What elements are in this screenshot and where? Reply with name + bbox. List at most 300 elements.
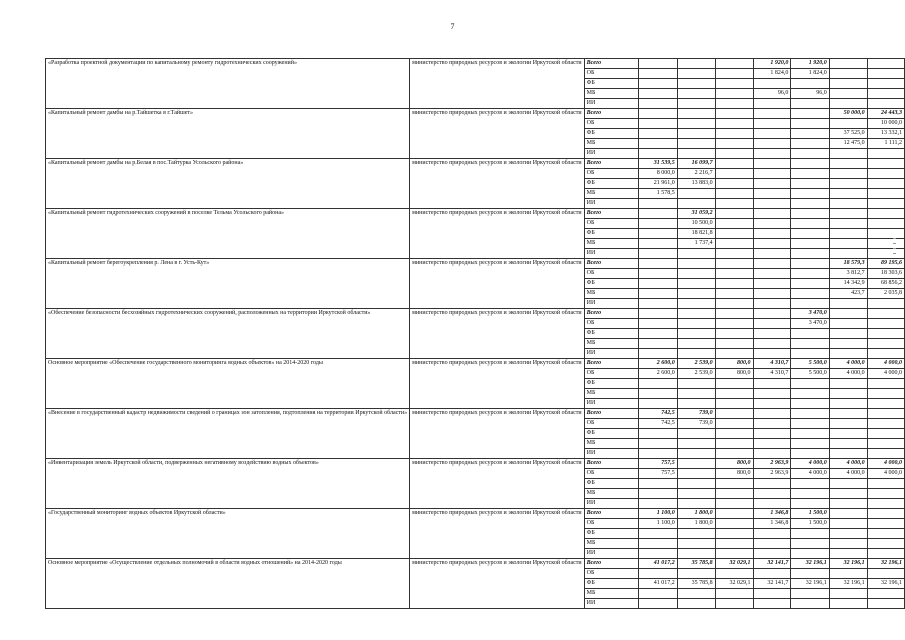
amount-cell: 18 303,6	[867, 269, 904, 279]
amount-cell	[677, 329, 715, 339]
amount-cell: 68 856,2	[867, 279, 904, 289]
amount-cell: 4 000,0	[867, 459, 904, 469]
amount-cell	[829, 219, 867, 229]
table-row	[46, 259, 905, 269]
funding-source: ИИ	[584, 199, 639, 209]
funding-source: Всего	[584, 559, 639, 569]
amount-cell	[677, 479, 715, 489]
amount-cell	[753, 319, 791, 329]
funding-source: ИИ	[584, 99, 639, 109]
amount-cell	[715, 299, 753, 309]
amount-cell: 1 100,0	[639, 509, 677, 519]
amount-cell	[639, 269, 677, 279]
activity-name: «Инвентаризация земель Иркутской области, подверженных негативному воздействию водных объектов»	[46, 459, 410, 509]
amount-cell	[867, 539, 904, 549]
amount-cell	[791, 419, 829, 429]
amount-cell: 10 500,0	[677, 219, 715, 229]
amount-cell	[867, 199, 904, 209]
amount-cell	[829, 539, 867, 549]
amount-cell	[829, 169, 867, 179]
amount-cell	[639, 209, 677, 219]
amount-cell	[829, 529, 867, 539]
funding-source: МБ	[584, 139, 639, 149]
funding-source: ИИ	[584, 249, 639, 259]
amount-cell: 1 824,0	[753, 69, 791, 79]
amount-cell	[867, 69, 904, 79]
amount-cell	[753, 529, 791, 539]
amount-cell	[677, 69, 715, 79]
amount-cell	[677, 259, 715, 269]
activity-name: «Капитальный ремонт дамбы на р.Тайшетка в г.Тайшет»	[46, 109, 410, 159]
amount-cell	[753, 539, 791, 549]
amount-cell	[639, 399, 677, 409]
amount-cell	[753, 279, 791, 289]
amount-cell	[867, 229, 904, 239]
amount-cell	[677, 499, 715, 509]
amount-cell	[867, 239, 904, 249]
amount-cell	[867, 299, 904, 309]
amount-cell	[639, 89, 677, 99]
amount-cell	[829, 79, 867, 89]
funding-source: Всего	[584, 159, 639, 169]
amount-cell	[829, 119, 867, 129]
amount-cell	[867, 349, 904, 359]
amount-cell	[867, 79, 904, 89]
funding-source: ФБ	[584, 529, 639, 539]
amount-cell	[867, 149, 904, 159]
amount-cell	[867, 549, 904, 559]
amount-cell	[829, 89, 867, 99]
responsible-executor: министерство природных ресурсов и экологии Иркутской области	[410, 109, 585, 159]
amount-cell	[753, 289, 791, 299]
amount-cell	[677, 59, 715, 69]
amount-cell	[753, 129, 791, 139]
amount-cell	[677, 109, 715, 119]
funding-source: ФБ	[584, 479, 639, 489]
amount-cell: 16 099,7	[677, 159, 715, 169]
amount-cell	[715, 499, 753, 509]
funding-source: ИИ	[584, 599, 639, 609]
amount-cell	[753, 409, 791, 419]
activity-name: Основное мероприятие «Осуществление отдельных полномочий в области водных отношений» на 2014-2020 годы	[46, 559, 410, 609]
funding-source: Всего	[584, 259, 639, 269]
amount-cell	[715, 279, 753, 289]
amount-cell: 2 216,7	[677, 169, 715, 179]
amount-cell	[639, 569, 677, 579]
table-row	[46, 109, 905, 119]
amount-cell	[829, 229, 867, 239]
amount-cell	[791, 279, 829, 289]
amount-cell	[677, 129, 715, 139]
table-row	[46, 59, 905, 69]
amount-cell	[829, 179, 867, 189]
amount-cell: 1 737,4	[677, 239, 715, 249]
amount-cell	[753, 149, 791, 159]
amount-cell: 89 195,6	[867, 259, 904, 269]
amount-cell	[867, 419, 904, 429]
amount-cell	[829, 149, 867, 159]
amount-cell: 1 800,0	[677, 519, 715, 529]
amount-cell: 4 000,0	[867, 469, 904, 479]
amount-cell	[791, 499, 829, 509]
amount-cell	[867, 479, 904, 489]
amount-cell	[867, 439, 904, 449]
amount-cell: 4 310,7	[753, 359, 791, 369]
activity-name: «Внесение в государственный кадастр недвижимости сведений о границах зон затопления, подтопления на территории Иркутской области»	[46, 409, 410, 459]
amount-cell	[639, 239, 677, 249]
amount-cell: 50 000,0	[829, 109, 867, 119]
amount-cell	[753, 429, 791, 439]
funding-source: ОБ	[584, 169, 639, 179]
amount-cell	[715, 119, 753, 129]
amount-cell	[715, 569, 753, 579]
funding-source: МБ	[584, 439, 639, 449]
table-row	[46, 409, 905, 419]
amount-cell	[791, 569, 829, 579]
amount-cell: 1 824,0	[791, 69, 829, 79]
activity-name: «Капитальный ремонт дамбы на р.Белая в пос.Тайтурка Усольского района»	[46, 159, 410, 209]
amount-cell	[715, 419, 753, 429]
amount-cell	[753, 219, 791, 229]
amount-cell	[753, 439, 791, 449]
funding-source: МБ	[584, 189, 639, 199]
amount-cell	[715, 409, 753, 419]
amount-cell	[829, 509, 867, 519]
amount-cell	[791, 299, 829, 309]
amount-cell	[791, 129, 829, 139]
amount-cell	[829, 479, 867, 489]
amount-cell	[677, 199, 715, 209]
amount-cell	[867, 409, 904, 419]
amount-cell	[753, 569, 791, 579]
amount-cell	[639, 529, 677, 539]
amount-cell	[753, 259, 791, 269]
amount-cell	[753, 239, 791, 249]
amount-cell	[677, 389, 715, 399]
amount-cell	[715, 239, 753, 249]
amount-cell	[829, 549, 867, 559]
amount-cell: 1 500,0	[791, 509, 829, 519]
amount-cell	[791, 99, 829, 109]
amount-cell	[677, 279, 715, 289]
amount-cell	[677, 79, 715, 89]
amount-cell	[639, 149, 677, 159]
amount-cell: 2 963,9	[753, 459, 791, 469]
amount-cell	[753, 589, 791, 599]
amount-cell	[639, 429, 677, 439]
amount-cell	[829, 409, 867, 419]
amount-cell	[715, 79, 753, 89]
funding-source: ФБ	[584, 579, 639, 589]
amount-cell	[753, 489, 791, 499]
amount-cell	[715, 379, 753, 389]
amount-cell	[639, 79, 677, 89]
amount-cell: 31 539,5	[639, 159, 677, 169]
amount-cell: 739,0	[677, 419, 715, 429]
amount-cell	[639, 379, 677, 389]
amount-cell: 18 821,8	[677, 229, 715, 239]
amount-cell	[753, 189, 791, 199]
funding-source: Всего	[584, 359, 639, 369]
amount-cell: 18 579,3	[829, 259, 867, 269]
amount-cell	[677, 99, 715, 109]
amount-cell	[791, 379, 829, 389]
table-row	[46, 159, 905, 169]
activity-name: Основное мероприятие «Обеспечение государственного мониторинга водных объектов» на 2014-2020 годы	[46, 359, 410, 409]
amount-cell	[867, 379, 904, 389]
funding-source: ФБ	[584, 429, 639, 439]
amount-cell	[677, 89, 715, 99]
amount-cell	[677, 399, 715, 409]
amount-cell: 14 342,9	[829, 279, 867, 289]
amount-cell	[829, 569, 867, 579]
amount-cell: 4 000,0	[867, 369, 904, 379]
amount-cell: 5 500,0	[791, 359, 829, 369]
amount-cell	[791, 539, 829, 549]
funding-source: Всего	[584, 59, 639, 69]
amount-cell	[867, 509, 904, 519]
funding-source: ОБ	[584, 469, 639, 479]
amount-cell: 35 785,8	[677, 579, 715, 589]
amount-cell	[639, 129, 677, 139]
amount-cell	[677, 249, 715, 259]
amount-cell	[715, 209, 753, 219]
amount-cell	[715, 479, 753, 489]
amount-cell: 13 332,1	[867, 129, 904, 139]
amount-cell	[829, 59, 867, 69]
amount-cell	[753, 79, 791, 89]
table-row	[46, 309, 905, 319]
amount-cell	[753, 139, 791, 149]
amount-cell: 2 963,9	[753, 469, 791, 479]
amount-cell	[867, 169, 904, 179]
amount-cell	[867, 519, 904, 529]
amount-cell: 41 017,2	[639, 579, 677, 589]
amount-cell	[829, 319, 867, 329]
funding-source: ФБ	[584, 79, 639, 89]
amount-cell	[715, 349, 753, 359]
amount-cell	[677, 349, 715, 359]
amount-cell: 757,5	[639, 469, 677, 479]
amount-cell	[829, 209, 867, 219]
amount-cell: 1 578,5	[639, 189, 677, 199]
amount-cell	[867, 89, 904, 99]
activity-name: «Обеспечение безопасности бесхозяйных гидротехнических сооружений, расположенных на территории Иркутской области»	[46, 309, 410, 359]
funding-source: ОБ	[584, 119, 639, 129]
amount-cell	[791, 199, 829, 209]
amount-cell	[791, 109, 829, 119]
amount-cell: 1 111,2	[867, 139, 904, 149]
amount-cell	[753, 99, 791, 109]
amount-cell	[791, 139, 829, 149]
amount-cell	[829, 449, 867, 459]
amount-cell: 12 475,0	[829, 139, 867, 149]
funding-source: ИИ	[584, 349, 639, 359]
responsible-executor: министерство природных ресурсов и экологии Иркутской области	[410, 259, 585, 309]
amount-cell	[867, 99, 904, 109]
amount-cell	[829, 589, 867, 599]
amount-cell	[867, 319, 904, 329]
amount-cell	[715, 529, 753, 539]
amount-cell	[867, 389, 904, 399]
amount-cell	[715, 269, 753, 279]
amount-cell	[753, 249, 791, 259]
amount-cell: 31 059,2	[677, 209, 715, 219]
amount-cell	[829, 159, 867, 169]
amount-cell	[791, 349, 829, 359]
amount-cell: 32 029,1	[715, 579, 753, 589]
funding-source: ИИ	[584, 399, 639, 409]
amount-cell	[753, 119, 791, 129]
amount-cell	[677, 379, 715, 389]
amount-cell	[715, 259, 753, 269]
amount-cell	[639, 439, 677, 449]
amount-cell	[791, 479, 829, 489]
amount-cell	[829, 299, 867, 309]
amount-cell	[715, 139, 753, 149]
amount-cell: 1 346,8	[753, 519, 791, 529]
amount-cell	[639, 249, 677, 259]
amount-cell	[753, 379, 791, 389]
funding-source: ОБ	[584, 219, 639, 229]
amount-cell	[677, 289, 715, 299]
funding-source: ИИ	[584, 549, 639, 559]
amount-cell	[639, 449, 677, 459]
table-row	[46, 359, 905, 369]
funding-source: ФБ	[584, 179, 639, 189]
amount-cell	[753, 329, 791, 339]
funding-source: Всего	[584, 509, 639, 519]
amount-cell	[829, 199, 867, 209]
funding-source: МБ	[584, 289, 639, 299]
responsible-executor: министерство природных ресурсов и экологии Иркутской области	[410, 559, 585, 609]
amount-cell	[677, 269, 715, 279]
amount-cell: 96,0	[791, 89, 829, 99]
funding-source: ФБ	[584, 279, 639, 289]
amount-cell	[715, 439, 753, 449]
funding-source: Всего	[584, 459, 639, 469]
table-row	[46, 459, 905, 469]
amount-cell	[639, 349, 677, 359]
amount-cell: 4 000,0	[867, 359, 904, 369]
amount-cell	[677, 469, 715, 479]
amount-cell	[753, 339, 791, 349]
funding-source: ОБ	[584, 519, 639, 529]
amount-cell: 3 812,7	[829, 269, 867, 279]
amount-cell	[715, 129, 753, 139]
amount-cell	[639, 59, 677, 69]
amount-cell	[715, 389, 753, 399]
activity-name: «Капитальный ремонт берегоукрепления р. Лена в г. Усть-Кут»	[46, 259, 410, 309]
amount-cell	[829, 599, 867, 609]
amount-cell	[677, 449, 715, 459]
amount-cell	[753, 169, 791, 179]
amount-cell	[639, 479, 677, 489]
amount-cell	[677, 439, 715, 449]
amount-cell	[715, 159, 753, 169]
budget-table	[45, 58, 905, 609]
amount-cell	[715, 429, 753, 439]
amount-cell	[715, 289, 753, 299]
amount-cell	[829, 239, 867, 249]
responsible-executor: министерство природных ресурсов и экологии Иркутской области	[410, 59, 585, 109]
amount-cell: 4 000,0	[829, 359, 867, 369]
amount-cell: 800,0	[715, 369, 753, 379]
amount-cell	[677, 549, 715, 559]
amount-cell	[715, 89, 753, 99]
amount-cell	[753, 599, 791, 609]
amount-cell	[829, 329, 867, 339]
amount-cell: 96,0	[753, 89, 791, 99]
funding-source: Всего	[584, 409, 639, 419]
amount-cell	[753, 399, 791, 409]
amount-cell	[829, 379, 867, 389]
amount-cell: 3 470,0	[791, 309, 829, 319]
amount-cell	[867, 249, 904, 259]
amount-cell	[677, 149, 715, 159]
amount-cell: 1 800,0	[677, 509, 715, 519]
amount-cell	[829, 499, 867, 509]
amount-cell: 24 443,3	[867, 109, 904, 119]
amount-cell	[829, 309, 867, 319]
amount-cell	[639, 199, 677, 209]
amount-cell	[715, 399, 753, 409]
funding-source: Всего	[584, 309, 639, 319]
amount-cell	[639, 69, 677, 79]
amount-cell: 800,0	[715, 359, 753, 369]
amount-cell	[639, 119, 677, 129]
amount-cell	[867, 179, 904, 189]
amount-cell	[639, 589, 677, 599]
table-row	[46, 509, 905, 519]
amount-cell	[715, 319, 753, 329]
amount-cell	[639, 599, 677, 609]
page-number: 7	[450, 22, 455, 31]
amount-cell	[715, 509, 753, 519]
funding-source: ОБ	[584, 369, 639, 379]
activity-name: «Капитальный ремонт гидротехнических сооружений в поселке Тельма Усольского района»	[46, 209, 410, 259]
amount-cell	[639, 289, 677, 299]
amount-cell	[791, 179, 829, 189]
amount-cell	[829, 419, 867, 429]
amount-cell	[715, 99, 753, 109]
responsible-executor: министерство природных ресурсов и экологии Иркутской области	[410, 359, 585, 409]
amount-cell	[715, 229, 753, 239]
amount-cell	[791, 229, 829, 239]
amount-cell: 8 000,0	[639, 169, 677, 179]
amount-cell	[715, 539, 753, 549]
amount-cell	[753, 209, 791, 219]
amount-cell: 4 000,0	[791, 469, 829, 479]
amount-cell	[639, 139, 677, 149]
amount-cell	[639, 99, 677, 109]
funding-source: ИИ	[584, 149, 639, 159]
amount-cell	[715, 189, 753, 199]
amount-cell	[639, 309, 677, 319]
amount-cell	[867, 589, 904, 599]
amount-cell: 32 196,1	[829, 559, 867, 569]
amount-cell	[715, 199, 753, 209]
amount-cell	[715, 249, 753, 259]
funding-source: МБ	[584, 89, 639, 99]
amount-cell: 4 000,0	[791, 459, 829, 469]
amount-cell	[791, 289, 829, 299]
amount-cell	[753, 309, 791, 319]
amount-cell	[715, 589, 753, 599]
amount-cell	[715, 519, 753, 529]
amount-cell	[715, 449, 753, 459]
amount-cell: 4 000,0	[829, 459, 867, 469]
